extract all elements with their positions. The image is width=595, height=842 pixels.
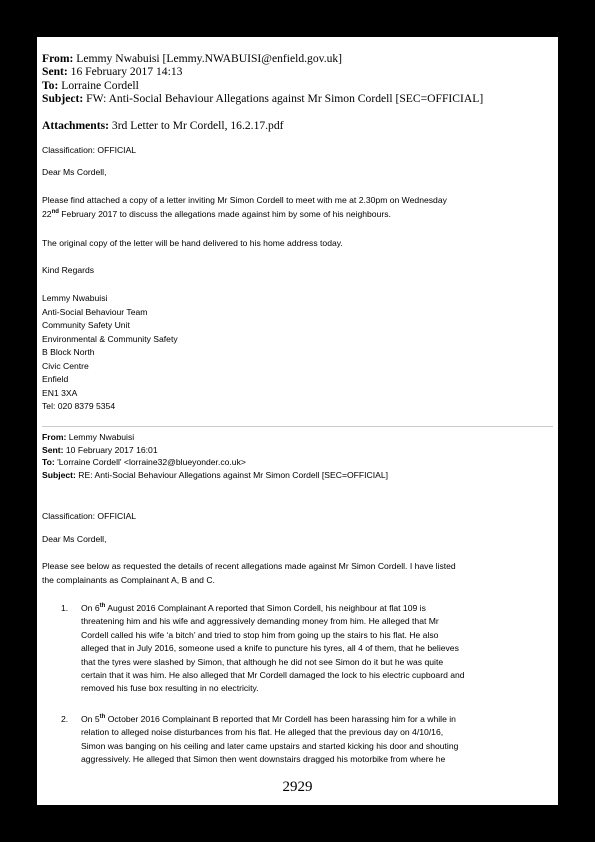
subject-line: Subject: FW: Anti-Social Behaviour Allegations against Mr Simon Cordell [SEC=OFFICIAL]: [42, 92, 484, 106]
list-number: 1.: [61, 603, 69, 613]
original-email-header: [42, 431, 388, 481]
signature-line: Lemmy Nwabuisi: [42, 293, 108, 303]
page-number: 2929: [282, 779, 313, 795]
signature-line: Tel: 020 8379 5354: [42, 401, 116, 411]
from-line: From: Lemmy Nwabuisi [Lemmy.NWABUISI@enfield.gov.uk]: [42, 52, 343, 65]
attachments-line: Attachments: 3rd Letter to Mr Cordell, 16.2.17.pdf: [42, 119, 284, 132]
classification-label: Classification: OFFICIAL: [42, 145, 137, 155]
divider: [42, 426, 553, 427]
sent-line: Sent: 16 February 2017 14:13: [42, 65, 183, 79]
signature-block: [42, 292, 178, 414]
to-line: To: 'Lorraine Cordell' <lorraine32@blueyonder.co.uk>: [42, 457, 246, 468]
greeting: Dear Ms Cordell,: [42, 167, 107, 177]
signature-line: Anti-Social Behaviour Team: [42, 306, 148, 317]
signature-line: Enfield: [42, 374, 69, 384]
signature-line: Civic Centre: [42, 360, 89, 371]
from-line: From: Lemmy Nwabuisi: [42, 432, 135, 442]
closing: Kind Regards: [42, 265, 95, 275]
signature-line: Environmental & Community Safety: [42, 333, 178, 344]
greeting: Dear Ms Cordell,: [42, 534, 107, 544]
signature-line: EN1 3XA: [42, 387, 78, 398]
forward-paragraph-1: Please find attached a copy of a letter inviting Mr Simon Cordell to meet with me at 2.30pm on Wednesday 22nd February 2017 to discuss the allegations made against him by some of his neighbours.: [42, 195, 447, 219]
classification-label: Classification: OFFICIAL: [42, 511, 137, 521]
list-item-text: On 5th October 2016 Complainant B reported that Mr Cordell has been harassing him for a while in relation to alleged noise disturbances from his flat. He alleged that the previous day on 4/10/16, Simon was banging on his ceiling and later came upstairs and started kicking his door and shouting aggressively. He alleged that Simon then went downstairs dragged his motorbike from where he: [81, 714, 459, 765]
subject-line: Subject: RE: Anti-Social Behaviour Allegations against Mr Simon Cordell [SEC=OFFICIAL]: [42, 469, 389, 480]
document-page: [37, 37, 558, 805]
forward-paragraph-2: The original copy of the letter will be hand delivered to his home address today.: [42, 238, 343, 248]
attachment-link[interactable]: 3rd Letter to Mr Cordell, 16.2.17.pdf: [111, 119, 284, 132]
intro-paragraph: Please see below as requested the details of recent allegations made against Mr Simon Cordell. I have listed the complainants as Complainant A, B and C.: [42, 561, 456, 585]
list-number: 2.: [61, 714, 69, 724]
signature-line: Community Safety Unit: [42, 320, 130, 330]
forward-email-header: [42, 52, 483, 106]
to-line: To: Lorraine Cordell: [42, 78, 139, 92]
list-item-text: On 6th August 2016 Complainant A reported that Simon Cordell, his neighbour at flat 109 is threatening him and his wife and aggressively demanding money from him. He alleged that Mr Cordell called his wife ‘a bitch’ and tried to stop him from going up the stairs to his flat. He also alleged that in July 2016, someone used a knife to puncture his tyres, all 4 of them, that he believes that the tyres were slashed by Simon, that although he did not see Simon do it but he was quite certain that it was him. He also alleged that Mr Cordell damaged the lock to his electric cupboard and removed his fuse box resulting in no electricity.: [81, 603, 465, 694]
signature-line: B Block North: [42, 347, 95, 357]
sent-line: Sent: 10 February 2017 16:01: [42, 444, 158, 455]
